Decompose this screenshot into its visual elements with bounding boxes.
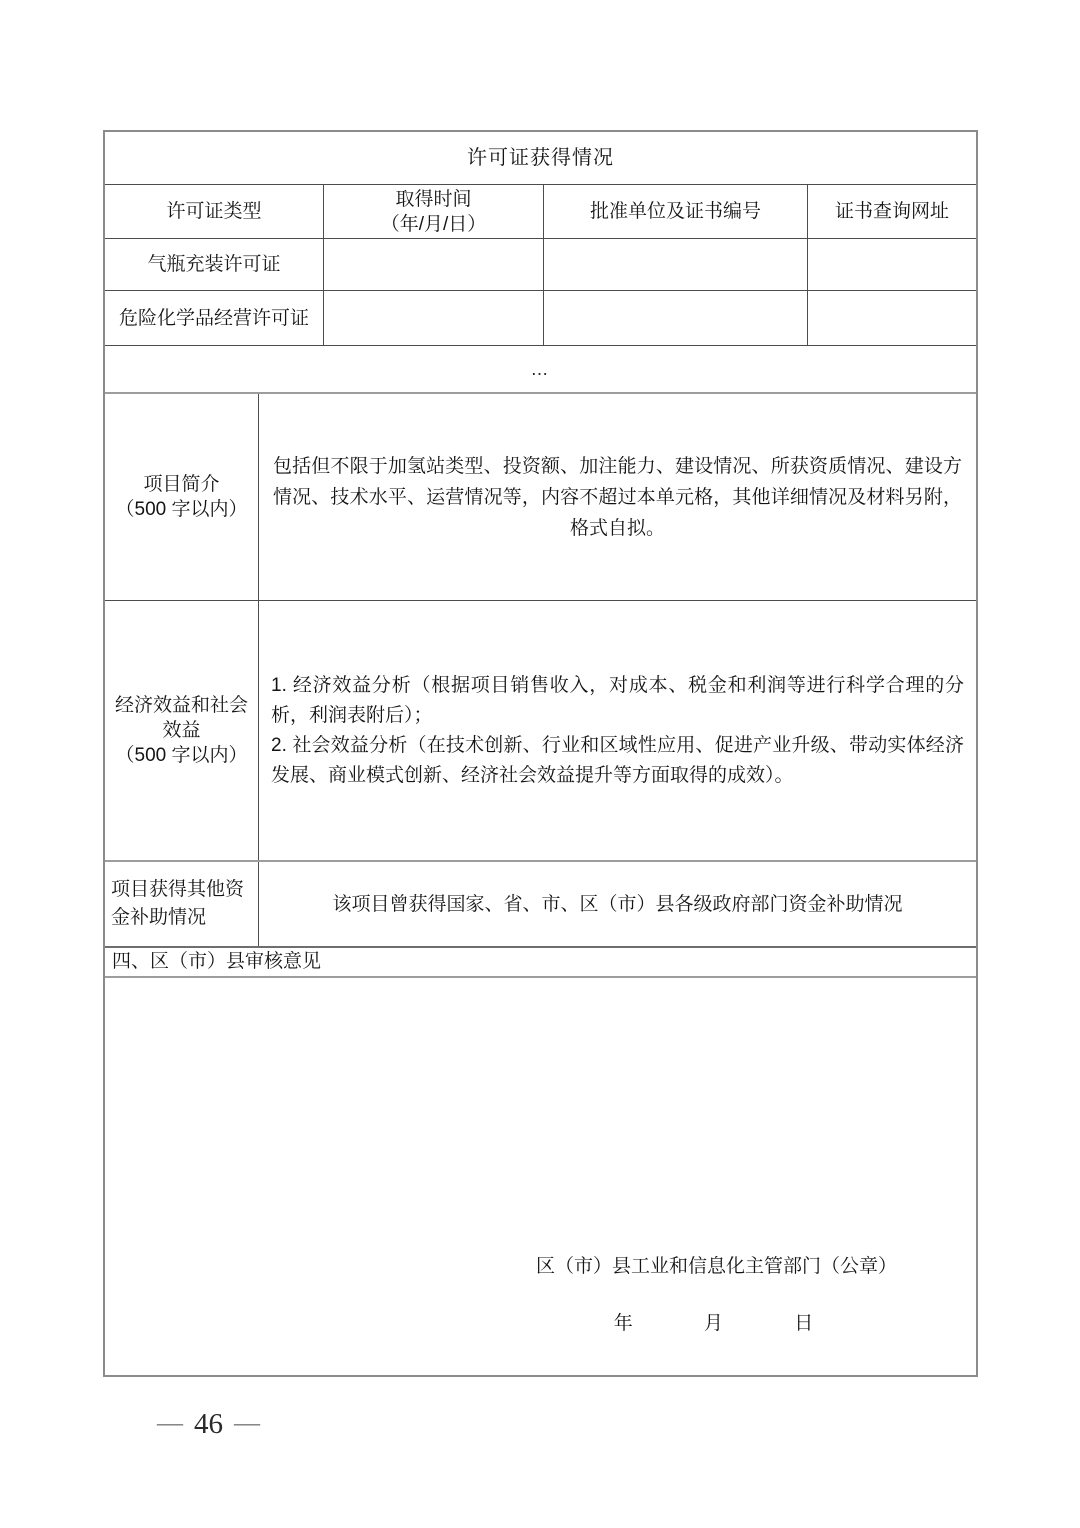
subsidy-content: 该项目曾获得国家、省、市、区（市）县各级政府部门资金补助情况 bbox=[332, 893, 903, 915]
audit-heading-row bbox=[105, 946, 976, 976]
benefit-label-line1: 经济效益和社会 bbox=[114, 695, 248, 716]
license-section-title: 许可证获得情况 bbox=[467, 146, 614, 169]
license-header-time-line2: （年/月/日） bbox=[380, 213, 487, 235]
subsidy-label: 项目获得其他资金补助情况 bbox=[105, 862, 259, 946]
benefit-item-social: 2. 社会效益分析（在技术创新、行业和区域性应用、促进产业升级、带动实体经济发展、商业模式创新、经济社会效益提升等方面取得的成效）。 bbox=[271, 734, 964, 786]
license-header-url: 证书查询网址 bbox=[834, 201, 949, 222]
project-intro-content-cell bbox=[259, 394, 976, 600]
benefit-label-line3: （500 字以内） bbox=[115, 745, 248, 766]
license-unit-cell bbox=[544, 291, 808, 345]
benefit-content-cell bbox=[259, 601, 976, 860]
project-intro-label-line1: 项目简介 bbox=[143, 474, 220, 495]
benefit-row bbox=[105, 600, 976, 860]
license-time-cell bbox=[324, 239, 544, 290]
license-unit-cell bbox=[544, 239, 808, 290]
page-number-right-dash: — bbox=[234, 1407, 260, 1437]
license-type-cell: 气瓶充装许可证 bbox=[105, 239, 324, 290]
license-header-time-line1: 取得时间 bbox=[395, 188, 472, 210]
license-row-hazchem bbox=[105, 290, 976, 345]
project-intro-row bbox=[105, 392, 976, 600]
project-intro-label bbox=[105, 394, 259, 600]
license-header-type: 许可证类型 bbox=[105, 185, 324, 238]
benefit-content bbox=[259, 671, 976, 791]
page-number bbox=[157, 1408, 260, 1441]
license-url-cell bbox=[808, 291, 976, 345]
license-row-gas-cylinder bbox=[105, 238, 976, 290]
audit-date-year: 年 bbox=[613, 1313, 633, 1334]
page-number-value: 46 bbox=[194, 1408, 223, 1440]
license-type-cell: 危险化学品经营许可证 bbox=[105, 291, 324, 345]
audit-date-line bbox=[105, 1308, 976, 1335]
benefit-label bbox=[105, 601, 259, 860]
subsidy-row bbox=[105, 860, 976, 946]
audit-opinion-box bbox=[105, 976, 976, 1375]
license-ellipsis-row bbox=[105, 345, 976, 392]
license-header-time bbox=[324, 185, 544, 238]
audit-heading: 四、区（市）县审核意见 bbox=[112, 951, 322, 972]
audit-date-day: 日 bbox=[794, 1313, 814, 1334]
audit-date-group bbox=[581, 1313, 847, 1334]
license-ellipsis: … bbox=[530, 359, 551, 379]
audit-signature-line bbox=[105, 1251, 976, 1278]
project-intro-content: 包括但不限于加氢站类型、投资额、加注能力、建设情况、所获资质情况、建设方情况、技术水平、运营情况等，内容不超过本单元格，其他详细情况及材料另附，格式自拟。 bbox=[273, 455, 962, 539]
subsidy-content-cell bbox=[259, 862, 976, 946]
license-time-cell bbox=[324, 291, 544, 345]
project-intro-label-line2: （500 字以内） bbox=[115, 499, 248, 520]
page-number-left-dash: — bbox=[157, 1407, 183, 1437]
license-section bbox=[105, 132, 976, 184]
license-header-row bbox=[105, 184, 976, 238]
benefit-label-line2: 效益 bbox=[162, 720, 201, 741]
license-url-cell bbox=[808, 239, 976, 290]
license-header-unit: 批准单位及证书编号 bbox=[544, 185, 808, 238]
audit-date-month: 月 bbox=[703, 1313, 723, 1334]
audit-signature-text: 区（市）县工业和信息化主管部门（公章） bbox=[535, 1256, 897, 1277]
application-form-table bbox=[103, 130, 978, 1377]
benefit-item-economic: 1. 经济效益分析（根据项目销售收入，对成本、税金和利润等进行科学合理的分析，利润表附后）； bbox=[271, 674, 964, 726]
